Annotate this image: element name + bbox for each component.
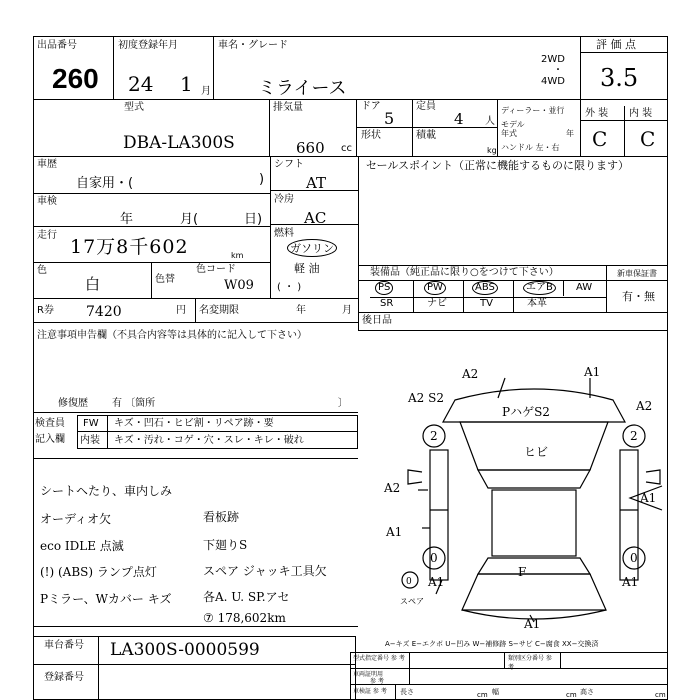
- shift-label: シフト: [274, 159, 304, 170]
- exterior-label: 外 装: [585, 108, 609, 119]
- drive-4wd: 4WD: [541, 76, 565, 87]
- rule: [33, 626, 358, 627]
- notice-label: 注意事項申告欄（不具合内容等は具体的に記入して下さい）: [37, 330, 307, 341]
- dim-label: 車検証 参 考: [353, 688, 387, 695]
- mileage-value: 17万8千602: [70, 236, 189, 258]
- model-label: 型式: [124, 102, 144, 113]
- equip-tv: TV: [480, 298, 493, 309]
- wheel-mark: 2: [630, 429, 638, 443]
- inspect-label: 車検: [37, 196, 57, 207]
- interior-label: 内 装: [629, 108, 653, 119]
- note-line-right: ⑦ 178,602km: [203, 611, 286, 625]
- note-line-right: 看板跡: [203, 510, 240, 524]
- vin-label: 車両証明用: [353, 671, 384, 678]
- color-label: 色: [37, 265, 47, 276]
- reg-label: 初度登録年月: [118, 40, 178, 51]
- note-line: オーディオ欠: [40, 512, 112, 526]
- exterior-grade: C: [592, 127, 608, 151]
- chassis-value: LA300S-0000599: [110, 640, 260, 660]
- sales-point-label: セールスポイント（正常に機能するものに限ります）: [366, 159, 630, 172]
- dim-cm: cm: [655, 691, 666, 699]
- wheel-mark: 0: [430, 551, 438, 565]
- car-name: ミライース: [258, 78, 347, 99]
- dim-length: 長さ: [400, 688, 414, 696]
- name-change-year: 年: [296, 305, 306, 316]
- class-label: 類別区分番号 参 考: [508, 655, 552, 671]
- equip-aw: AW: [576, 282, 593, 293]
- dim-width: 幅: [492, 688, 499, 696]
- rule: [33, 193, 270, 194]
- rule: [270, 156, 271, 298]
- dim-cm: cm: [477, 691, 488, 699]
- rule: [33, 322, 358, 323]
- diagram-tailgate: [462, 574, 606, 610]
- name-change-month: 月: [342, 305, 352, 316]
- use-value: 自家用・(: [76, 176, 134, 191]
- capacity-label: 定員: [416, 101, 436, 112]
- inspect-day: 日): [244, 212, 263, 227]
- rule: [77, 431, 358, 432]
- doors-value: 5: [384, 109, 395, 128]
- fw-label: FW: [83, 418, 99, 429]
- capacity-unit: 人: [485, 116, 495, 127]
- rule: [151, 262, 152, 298]
- diagram-mirror: [646, 470, 660, 484]
- in-items: キズ・汚れ・コゲ・穴・スレ・キレ・破れ: [114, 435, 304, 446]
- recycle-unit: 円: [176, 305, 186, 316]
- mark-right-rear: A1: [622, 575, 639, 589]
- in-label: 内装: [80, 435, 100, 446]
- rating-label: 評 価 点: [596, 38, 636, 51]
- wheel-mark: 2: [430, 429, 438, 443]
- note-line-right: 下廻りS: [203, 538, 248, 552]
- rule: [395, 684, 396, 700]
- new-car-label: 新車保証書: [617, 269, 657, 278]
- rule: [269, 99, 270, 156]
- diagram-mirror: [408, 470, 422, 484]
- recycle-label: R券: [37, 305, 54, 316]
- mark-right-side: A1: [640, 491, 657, 505]
- rule: [606, 265, 607, 312]
- rule: [560, 652, 561, 668]
- equip-abs: ABS: [472, 281, 498, 295]
- rule: [33, 412, 358, 413]
- rule: [358, 330, 668, 331]
- load-label: 積載: [416, 130, 436, 141]
- load-unit: kg: [487, 146, 497, 155]
- equip-sr: SR: [380, 298, 394, 309]
- after-items-label: 後日品: [362, 315, 392, 326]
- rule: [98, 636, 99, 700]
- drive-dot: ・: [553, 65, 563, 76]
- equip-airbag: エアB: [523, 281, 556, 295]
- doors-label: ドア: [361, 101, 381, 112]
- drive-2wd: 2WD: [541, 54, 565, 65]
- rule: [33, 226, 270, 227]
- type-cert-label: 型式指定番号 参 考: [353, 655, 405, 662]
- interior-grade: C: [640, 127, 656, 151]
- wheel-mark: 0: [406, 577, 412, 587]
- ac-value: AC: [304, 209, 327, 227]
- color-code-value: W09: [224, 278, 254, 293]
- rule: [409, 652, 410, 668]
- rule: [358, 156, 359, 330]
- fuel-gasoline: ガソリン: [287, 239, 337, 257]
- wheel-mark: 0: [630, 551, 638, 565]
- note-line: (!) (ABS) ランプ点灯: [40, 565, 157, 579]
- fuel-paren: ( ・ ): [277, 282, 302, 293]
- rule: [580, 120, 668, 121]
- rule: [350, 684, 668, 685]
- note-line: eco IDLE 点滅: [40, 539, 124, 553]
- rule: [624, 106, 625, 156]
- chassis-label: 車台番号: [44, 640, 84, 651]
- displacement-value: 660: [296, 139, 325, 157]
- reg-no-label: 登録番号: [44, 672, 84, 683]
- rule: [195, 298, 196, 322]
- rule: [33, 664, 355, 665]
- entry-label: 記入欄: [35, 434, 65, 445]
- rule: [358, 265, 668, 266]
- shape-label: 形状: [361, 130, 381, 141]
- color-code-label: 色コード: [196, 264, 236, 275]
- displacement-unit: cc: [341, 143, 352, 154]
- rule: [113, 36, 114, 100]
- equip-pw: PW: [424, 281, 446, 295]
- rule: [580, 36, 581, 156]
- mark-roof: F: [518, 565, 527, 579]
- mark-windshield: ヒビ: [524, 445, 549, 459]
- note-line: Pミラー、Wカバー キズ: [40, 592, 172, 606]
- mark-left-side: A2: [384, 481, 401, 495]
- model-value: DBA-LA300S: [123, 133, 235, 153]
- diagram-roof: [492, 490, 576, 556]
- use-close: ): [259, 172, 265, 187]
- fw-items: キズ・凹石・ヒビ割・リペア跡・要: [114, 418, 274, 429]
- mark-left-front: A2 S2: [408, 391, 444, 405]
- note-line-right: スペア ジャッキ工具欠: [203, 564, 327, 578]
- rule: [463, 280, 464, 312]
- color-change-label: 色替: [155, 274, 175, 285]
- displacement-label: 排気量: [273, 102, 303, 113]
- handle-label: ハンドル 左・右: [501, 143, 560, 152]
- fuel-label: 燃料: [274, 228, 294, 239]
- mark-right-front: A2: [636, 399, 653, 413]
- mark-hood: PハゲS2: [502, 405, 550, 419]
- rule: [513, 280, 514, 312]
- reg-month-unit: 月: [201, 86, 211, 97]
- rule: [563, 280, 564, 296]
- mark-front-left: A2: [462, 367, 479, 381]
- repair-value: 有 〔箇所: [112, 398, 156, 409]
- shift-value: AT: [306, 174, 327, 192]
- capacity-value: 4: [454, 110, 464, 128]
- note-line: シートヘたり、車内しみ: [40, 484, 173, 498]
- repair-label: 修復歴: [58, 398, 88, 409]
- inspect-month: 月(: [180, 212, 199, 227]
- dim-height: 高さ: [580, 688, 594, 696]
- rule: [413, 280, 414, 312]
- rule: [33, 636, 355, 637]
- car-name-label: 車名・グレード: [218, 40, 288, 51]
- rule: [497, 99, 498, 156]
- color-value: 白: [85, 275, 101, 293]
- name-change-label: 名変期限: [199, 305, 239, 316]
- inspect-year: 年: [120, 212, 134, 227]
- rating-value: 3.5: [600, 64, 639, 92]
- note-line-right: 各A. U. SP.アセ: [203, 590, 290, 604]
- lot-label: 出品番号: [37, 40, 77, 51]
- rule: [33, 99, 668, 100]
- recycle-value: 7420: [86, 304, 122, 320]
- lot-number: 260: [52, 63, 99, 94]
- rule: [580, 52, 668, 53]
- car-diagram: [384, 360, 668, 631]
- diagram-legend: A−キズ E−エクボ U−凹み W−補修跡 S−サビ C−腐食 XX−交換済: [385, 640, 599, 648]
- mileage-label: 走行: [37, 230, 57, 241]
- mark-left-rear: A1: [428, 575, 445, 589]
- fuel-diesel: 軽 油: [294, 262, 320, 275]
- mark-front-right: A1: [584, 365, 601, 379]
- rule: [504, 652, 505, 668]
- vin-ref: 参 考: [370, 678, 384, 685]
- dealer-label: ディーラー・並行: [501, 106, 565, 115]
- rule: [33, 156, 668, 157]
- rule: [358, 312, 668, 313]
- rule: [356, 127, 497, 128]
- mark-rear: A1: [524, 617, 541, 631]
- diagram-windshield: [478, 470, 590, 488]
- mileage-unit: km: [231, 251, 244, 260]
- equipment-title: 装備品（純正品に限り○をつけて下さい）: [370, 267, 559, 278]
- reg-month: 1: [180, 72, 193, 96]
- use-label: 車歴: [37, 159, 57, 170]
- equip-navi: ナビ: [427, 298, 447, 309]
- equip-leather: 本革: [527, 298, 547, 309]
- rule: [107, 415, 108, 449]
- new-car-value: 有・無: [622, 290, 655, 303]
- year-unit: 年: [566, 129, 574, 138]
- model-year-label: モデル 年式: [501, 120, 525, 138]
- dim-cm: cm: [566, 691, 577, 699]
- check-label: 検査員: [35, 418, 65, 429]
- rule: [33, 458, 358, 459]
- equip-ps: PS: [375, 281, 393, 295]
- repair-close: 〕: [338, 398, 348, 409]
- diagram-rear-glass: [478, 558, 590, 574]
- rule: [213, 36, 214, 100]
- ac-label: 冷房: [274, 194, 294, 205]
- mark-left-door: A1: [386, 525, 403, 539]
- reg-year: 24: [128, 72, 154, 96]
- spare-label: スペア: [400, 597, 424, 606]
- rule: [409, 668, 410, 684]
